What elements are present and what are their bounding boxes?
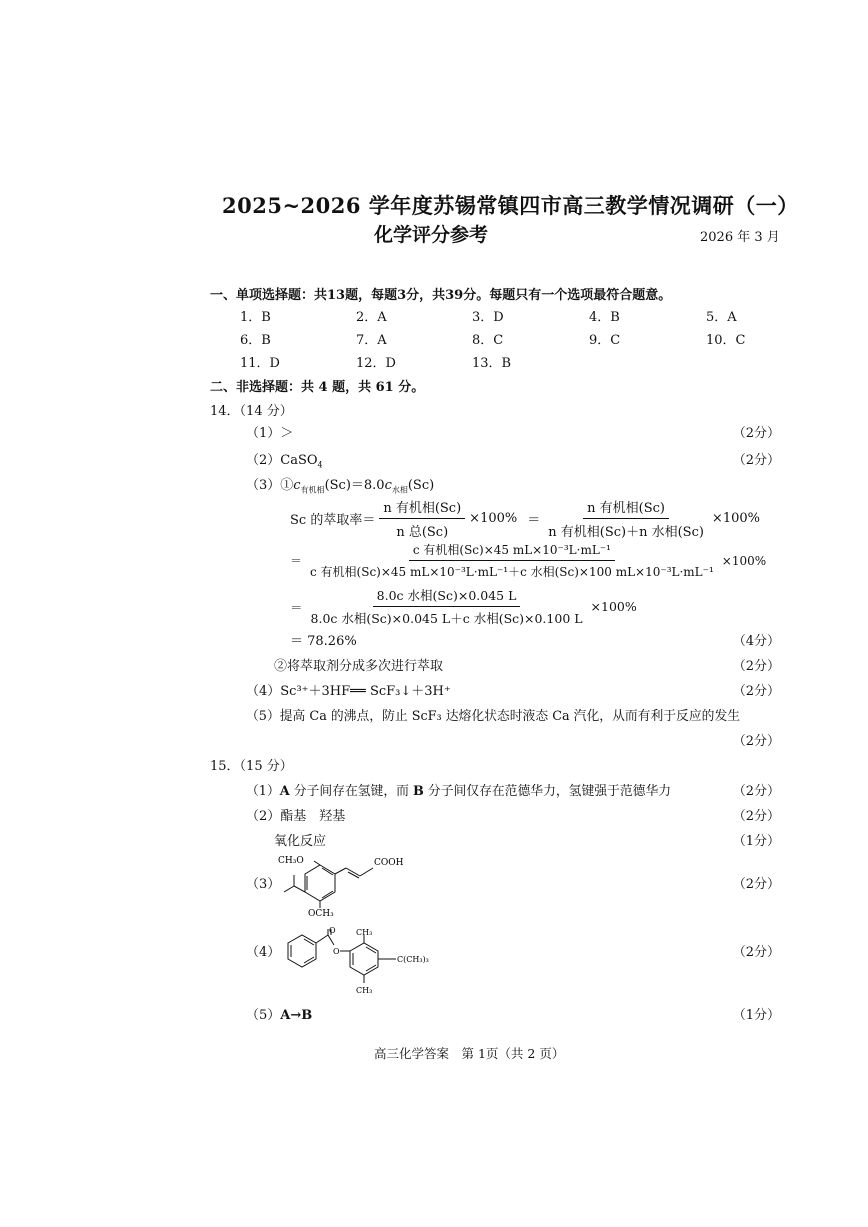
q14-part4: （4）Sc³⁺＋3HF══ ScF₃↓＋3H⁺	[246, 684, 451, 699]
structure-4-ch3-top: CH₃	[356, 928, 373, 937]
q14-part4-score: （2分）	[732, 684, 780, 699]
fraction-4	[307, 586, 587, 627]
q15-p1-A: A	[279, 784, 290, 799]
q14-part5-score: （2分）	[732, 734, 780, 749]
answer-8: 8．C	[472, 333, 504, 348]
answer-3: 3．D	[472, 310, 504, 325]
page-title: 2025~2026 学年度苏锡常镇四市高三教学情况调研（一）	[222, 193, 799, 218]
answer-13: 13．B	[472, 356, 512, 371]
answer-6: 6．B	[240, 333, 271, 348]
formula-line-2	[290, 541, 766, 580]
section1-heading: 一、单项选择题：共13题，每题3分，共39分。每题只有一个选项最符合题意。	[210, 288, 672, 303]
q15-p1-end: 分子间仅存在范德华力，氢键强于范德华力	[423, 784, 672, 799]
q15-part5-score: （1分）	[732, 1008, 780, 1023]
q14-part1: （1）＞	[246, 426, 294, 441]
answer-12: 12．D	[356, 356, 396, 371]
formula-line-3	[290, 586, 637, 627]
answer-7: 7．A	[356, 333, 387, 348]
equals-c: ＝	[290, 599, 303, 615]
answer-5: 5．A	[706, 310, 737, 325]
fraction-4-num: 8.0c 水相(Sc)×0.045 L	[373, 586, 521, 607]
q15-p5-answer: A→B	[280, 1008, 313, 1023]
q15-part3-score: （2分）	[732, 877, 780, 892]
structure-4-tbu: C(CH₃)₃	[397, 955, 429, 964]
q15-p1-mid: 分子间存在氢键，而	[289, 784, 413, 799]
q15-part1-score: （2分）	[732, 784, 780, 799]
answer-9: 9．C	[589, 333, 621, 348]
page-footer: 高三化学答案 第 1页（共 2 页）	[374, 1046, 565, 1061]
extraction-rate-formula	[290, 497, 760, 540]
times-100-d: ×100%	[590, 599, 637, 614]
answer-4: 4．B	[589, 310, 620, 325]
structure-q15-4	[270, 925, 450, 1000]
q14-part5: （5）提高 Ca 的沸点，防止 ScF₃ 达熔化状态时液态 Ca 汽化，从而有利于反应的发生	[246, 709, 741, 724]
q14-part3-eq	[246, 474, 434, 496]
answer-10: 10．C	[706, 333, 746, 348]
q14-part2-score: （2分）	[732, 453, 780, 468]
q15-part2b-score: （1分）	[732, 834, 780, 849]
fraction-2-den: n 有机相(Sc)＋n 水相(Sc)	[548, 525, 704, 540]
q14-part2-text: （2）CaSO	[246, 453, 318, 468]
structure-4-bonds	[288, 929, 396, 983]
q14-org-sub: 有机相	[300, 485, 325, 495]
fraction-2	[544, 497, 708, 540]
q14-part2-sub: 4	[317, 460, 323, 470]
q15-part4-score: （2分）	[732, 945, 780, 960]
q15-label: 15．（15 分）	[210, 759, 293, 774]
fraction-4-den: 8.0c 水相(Sc)×0.045 L＋c 水相(Sc)×0.100 L	[310, 611, 583, 626]
q15-part2b: 氧化反应	[274, 834, 327, 849]
fraction-2-num: n 有机相(Sc)	[583, 497, 669, 519]
equals-b: ＝	[290, 554, 303, 568]
equals-a: ＝	[527, 513, 541, 528]
fraction-1	[379, 497, 465, 540]
fraction-3	[306, 541, 718, 580]
structure-q15-3	[270, 850, 420, 920]
q15-p1-num: （1）	[246, 784, 280, 799]
q14-part3-prefix: （3）①	[246, 478, 294, 493]
fraction-3-num: c 有机相(Sc)×45 mL×10⁻³L·mL⁻¹	[409, 541, 615, 561]
times-100-a: ×100%	[469, 511, 518, 526]
structure-3-bonds	[284, 861, 373, 908]
q15-part5	[246, 1004, 312, 1023]
q15-p1-B: B	[413, 784, 424, 799]
structure-3-cooh: COOH	[374, 858, 404, 868]
q15-part4: （4）	[246, 945, 281, 960]
times-100-b: ×100%	[711, 511, 760, 526]
fraction-3-den: c 有机相(Sc)×45 mL×10⁻³L·mL⁻¹＋c 水相(Sc)×100 mL×10⁻³L·mL⁻¹	[310, 565, 714, 579]
section2-heading: 二、非选择题：共 4 题，共 61 分。	[210, 380, 425, 395]
times-100-c: ×100%	[721, 553, 767, 568]
q14-part3b-score: （2分）	[732, 659, 780, 674]
q14-mid: (Sc)＝8.0	[324, 478, 385, 493]
q14-aq-sub: 水相	[391, 485, 408, 495]
fraction-1-num: n 有机相(Sc)	[379, 497, 465, 519]
q14-c: c	[293, 478, 301, 493]
q14-result: ＝ 78.26%	[290, 634, 357, 649]
q15-part1	[246, 780, 671, 799]
q15-part2-score: （2分）	[732, 809, 780, 824]
structure-4-carbonyl-o: O	[329, 926, 336, 935]
q15-p5-num: （5）	[246, 1008, 281, 1023]
q14-label: 14．（14 分）	[210, 404, 293, 419]
q14-part3b: ②将萃取剂分成多次进行萃取	[274, 659, 444, 674]
q14-part2	[246, 449, 323, 470]
answer-1: 1．B	[240, 310, 271, 325]
structure-4-ester-o: O	[333, 947, 340, 956]
q15-part3: （3）	[246, 877, 281, 892]
structure-4-ch3-bottom: CH₃	[356, 986, 373, 995]
answer-2: 2．A	[356, 310, 387, 325]
structure-3-och3-top: CH₃O	[278, 856, 304, 866]
q14-end: (Sc)	[407, 478, 435, 493]
date: 2026 年 3 月	[700, 230, 780, 245]
q14-c2: c	[384, 478, 392, 493]
page-subtitle: 化学评分参考	[374, 224, 489, 246]
q15-part2: （2）酯基 羟基	[246, 809, 346, 824]
q14-result-score: （4分）	[732, 634, 780, 649]
fraction-1-den: n 总(Sc)	[396, 525, 449, 540]
rate-label: Sc 的萃取率＝	[290, 513, 376, 528]
answer-11: 11．D	[240, 356, 280, 371]
structure-3-och3-bottom: OCH₃	[308, 909, 334, 919]
q14-part1-score: （2分）	[732, 426, 780, 441]
